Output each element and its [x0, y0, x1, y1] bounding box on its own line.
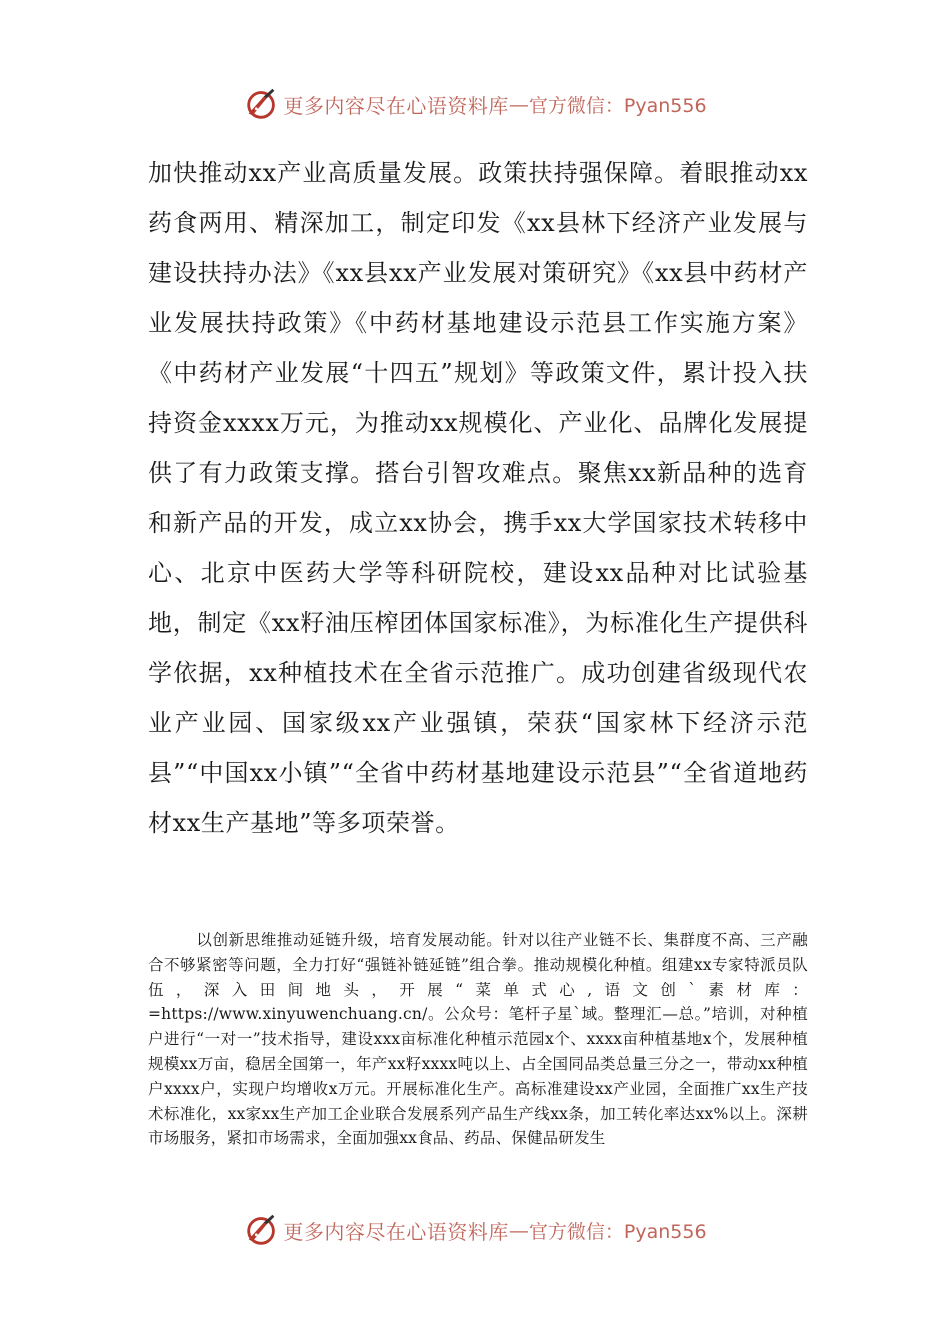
second-paragraph-block: [148, 928, 808, 1151]
header-site-text: 更多内容尽在心语资料库: [283, 93, 509, 118]
header-banner: [0, 84, 950, 124]
main-paragraph: 加快推动xx产业高质量发展。政策扶持强保障。着眼推动xx药食两用、精深加工，制定印发《xx县林下经济产业发展与建设扶持办法》《xx县xx产业发展对策研究》《xx县中药材产业发展扶持政策》《中药材基地建设示范县工作实施方案》《中药材产业发展“十四五”规划》等政策文件，累计投入扶持资金xxxx万元，为推动xx规模化、产业化、品牌化发展提供了有力政策支撑。搭台引智攻难点。聚焦xx新品种的选育和新产品的开发，成立xx协会，携手xx大学国家技术转移中心、北京中医药大学等科研院校，建设xx品种对比试验基地，制定《xx籽油压榨团体国家标准》，为标准化生产提供科学依据，xx种植技术在全省示范推广。成功创建省级现代农业产业园、国家级xx产业强镇，荣获“国家林下经济示范县”“中国xx小镇”“全省中药材基地建设示范县”“全省道地药材xx生产基地”等多项荣誉。: [148, 159, 808, 837]
pen-nib-logo-icon: [243, 85, 281, 123]
footer-site-text: 更多内容尽在心语资料库: [283, 1219, 509, 1244]
footer-separator: —: [508, 1218, 529, 1242]
header-contact-text: 官方微信：Pyan556: [528, 94, 707, 117]
pen-nib-logo-icon: [243, 1211, 281, 1249]
footer-contact-text: 官方微信：Pyan556: [528, 1220, 707, 1243]
header-separator: —: [508, 92, 529, 116]
second-paragraph: 以创新思维推动延链升级，培育发展动能。针对以往产业链不长、集群度不高、三产融合不够紧密等问题，全力打好“强链补链延链”组合拳。推动规模化种植。组建xx专家特派员队伍，深入田间地头，开展“菜单式心,语文创`素材库：=https://www.xinyuwenchuang.cn/。公众号：笔杆子星`域。整理汇—总。”培训，对种植户进行“一对一”技术指导，建设xxx亩标准化种植示范园x个、xxxx亩种植基地x个，发展种植规模xx万亩，稳居全国第一，年产xx籽xxxx吨以上、占全国同品类总量三分之一，带动xx种植户xxxx户，实现户均增收x万元。开展标准化生产。高标准建设xx产业园，全面推广xx生产技术标准化，xx家xx生产加工企业联合发展系列产品生产线xx条，加工转化率达xx%以上。深耕市场服务，紧扣市场需求，全面加强xx食品、药品、保健品研发生: [148, 931, 808, 1148]
footer-banner: [0, 1210, 950, 1250]
